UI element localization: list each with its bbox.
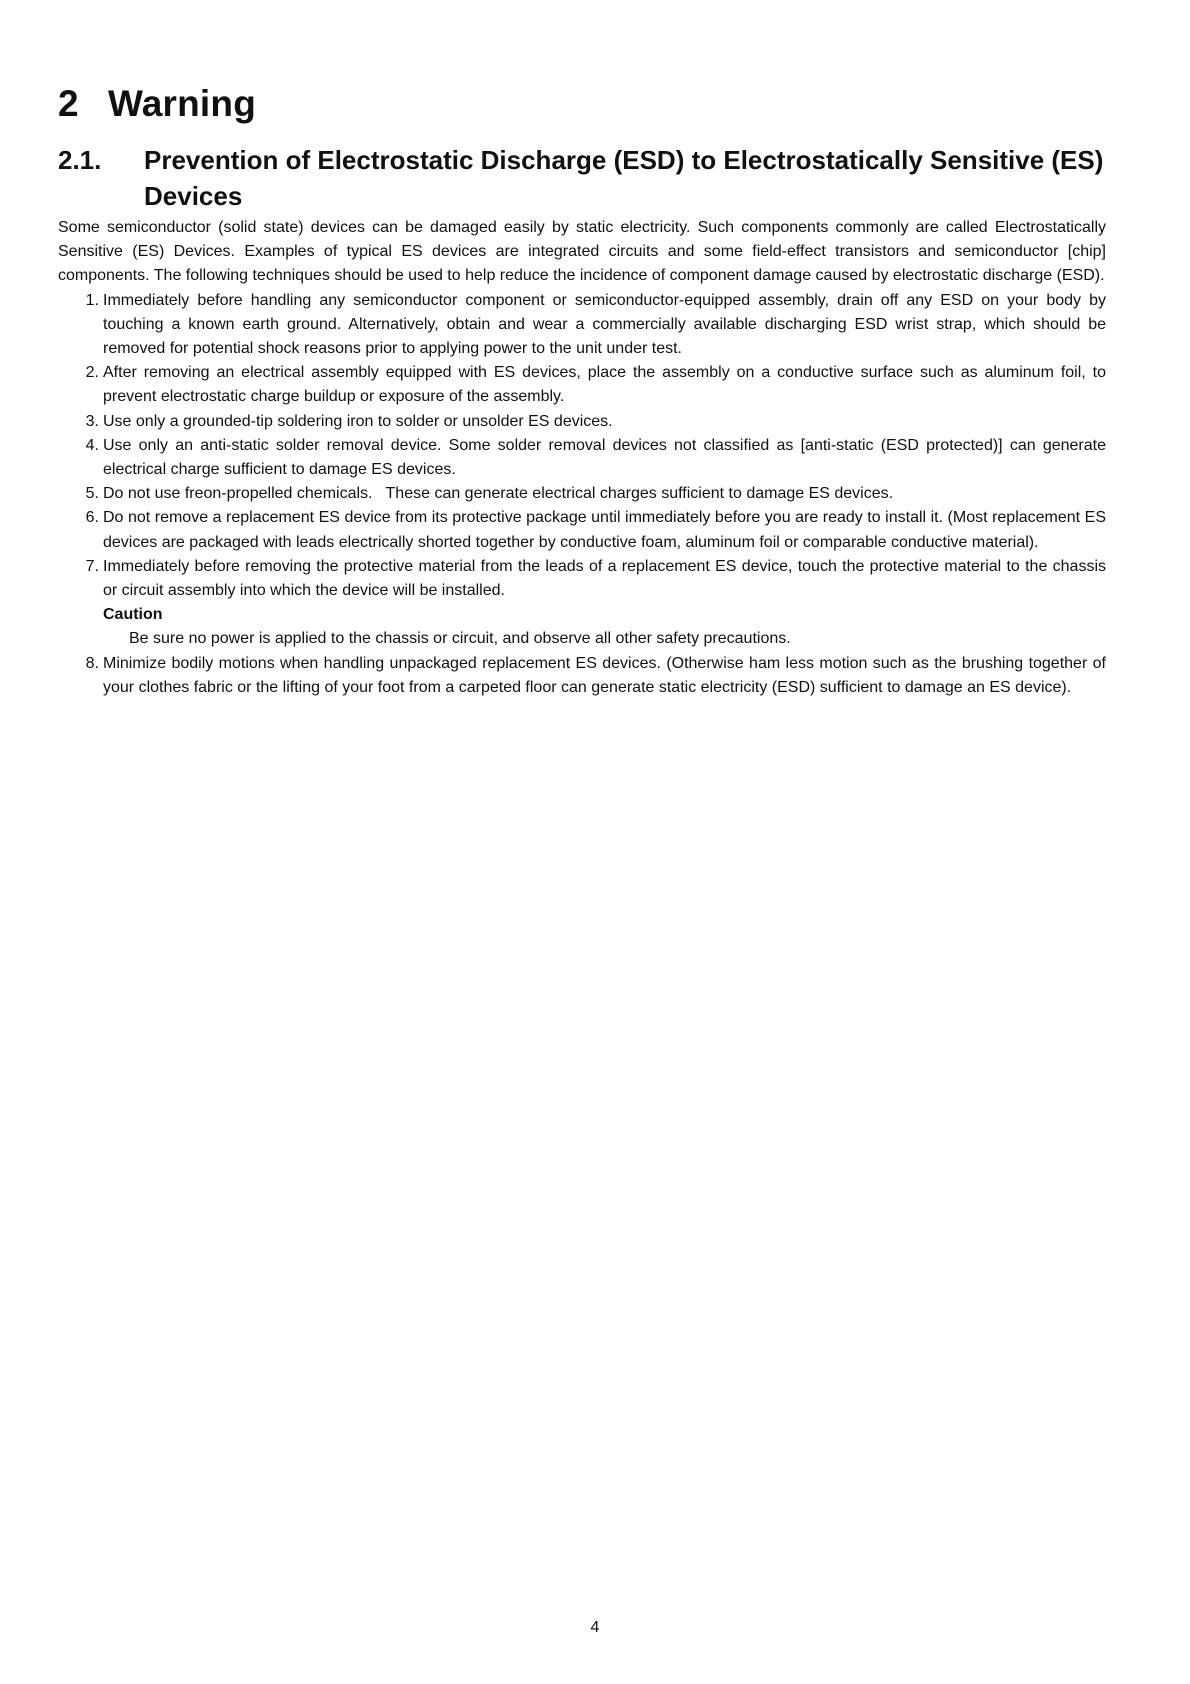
- esd-steps-list: [58, 289, 1106, 700]
- list-item-number: 1.: [85, 291, 99, 309]
- list-item-text: Use only a grounded-tip soldering iron to solder or unsolder ES devices.: [103, 412, 613, 430]
- list-item-number: 6.: [85, 509, 99, 527]
- list-item: [58, 410, 1106, 434]
- section-title: Prevention of Electrostatic Discharge (ESD) to Electrostatically Sensitive (ES) Devices: [144, 145, 1104, 211]
- list-item: [58, 361, 1106, 409]
- list-item-number: 3.: [85, 412, 99, 430]
- list-item-text: Minimize bodily motions when handling unpackaged replacement ES devices. (Otherwise ham less motion such as the brushing together of your clothes fabric or the lifting of your foot from a carpeted floor can generate static electricity (ESD) sufficient to damage an ES device).: [103, 654, 1106, 696]
- list-item: [58, 289, 1106, 362]
- list-item-text: Immediately before handling any semiconductor component or semiconductor-equipped assembly, drain off any ESD on your body by touching a known earth ground. Alternatively, obtain and wear a commercially available discharging ESD wrist strap, which should be removed for potential shock reasons prior to applying power to the unit under test.: [103, 291, 1106, 358]
- list-item-text: Do not use freon-propelled chemicals. These can generate electrical charges sufficient to damage ES devices.: [103, 485, 894, 503]
- list-item-number: 4.: [85, 436, 99, 454]
- intro-paragraph: Some semiconductor (solid state) devices can be damaged easily by static electricity. Such components commonly are called Electrostatically Sensitive (ES) Devices. Examples of typical ES devices are integrated circuits and some field-effect transistors and semiconductor [chip] components. The following techniques should be used to help reduce the incidence of component damage caused by electrostatic discharge (ESD).: [58, 219, 1106, 285]
- list-item-text: Immediately before removing the protective material from the leads of a replacement ES device, touch the protective material to the chassis or circuit assembly into which the device will be installed.: [103, 557, 1106, 600]
- list-item-number: 2.: [85, 364, 99, 382]
- list-item: [58, 652, 1106, 700]
- page-number: 4: [590, 1619, 600, 1636]
- list-item-text: Use only an anti-static solder removal device. Some solder removal devices not classified as [anti-static (ESD protected)] can generate electrical charge sufficient to damage ES devices.: [103, 436, 1106, 479]
- caution-text: Be sure no power is applied to the chassis or circuit, and observe all other safety precautions.: [129, 630, 791, 648]
- chapter-title: Warning: [108, 83, 257, 124]
- section-heading: [58, 142, 1106, 214]
- page-content: [58, 82, 1106, 700]
- chapter-number: 2: [58, 83, 79, 124]
- list-item-text: Do not remove a replacement ES device from its protective package until immediately before you are ready to install it. (Most replacement ES devices are packaged with leads electrically shorted together by conductive foam, aluminum foil or comparable conductive material).: [103, 509, 1106, 551]
- list-item-text: After removing an electrical assembly equipped with ES devices, place the assembly on a conductive surface such as aluminum foil, to prevent electrostatic charge buildup or exposure of the assembly.: [103, 364, 1106, 406]
- list-item: [58, 482, 1106, 506]
- list-item-number: 5.: [85, 485, 99, 503]
- list-item: [58, 506, 1106, 554]
- list-item: [58, 555, 1106, 652]
- list-item: [58, 434, 1106, 482]
- list-item-number: 7.: [85, 557, 99, 575]
- section-number: 2.1.: [58, 145, 102, 175]
- caution-title: Caution: [103, 606, 163, 624]
- chapter-heading: [58, 82, 1106, 126]
- list-item-number: 8.: [85, 654, 99, 672]
